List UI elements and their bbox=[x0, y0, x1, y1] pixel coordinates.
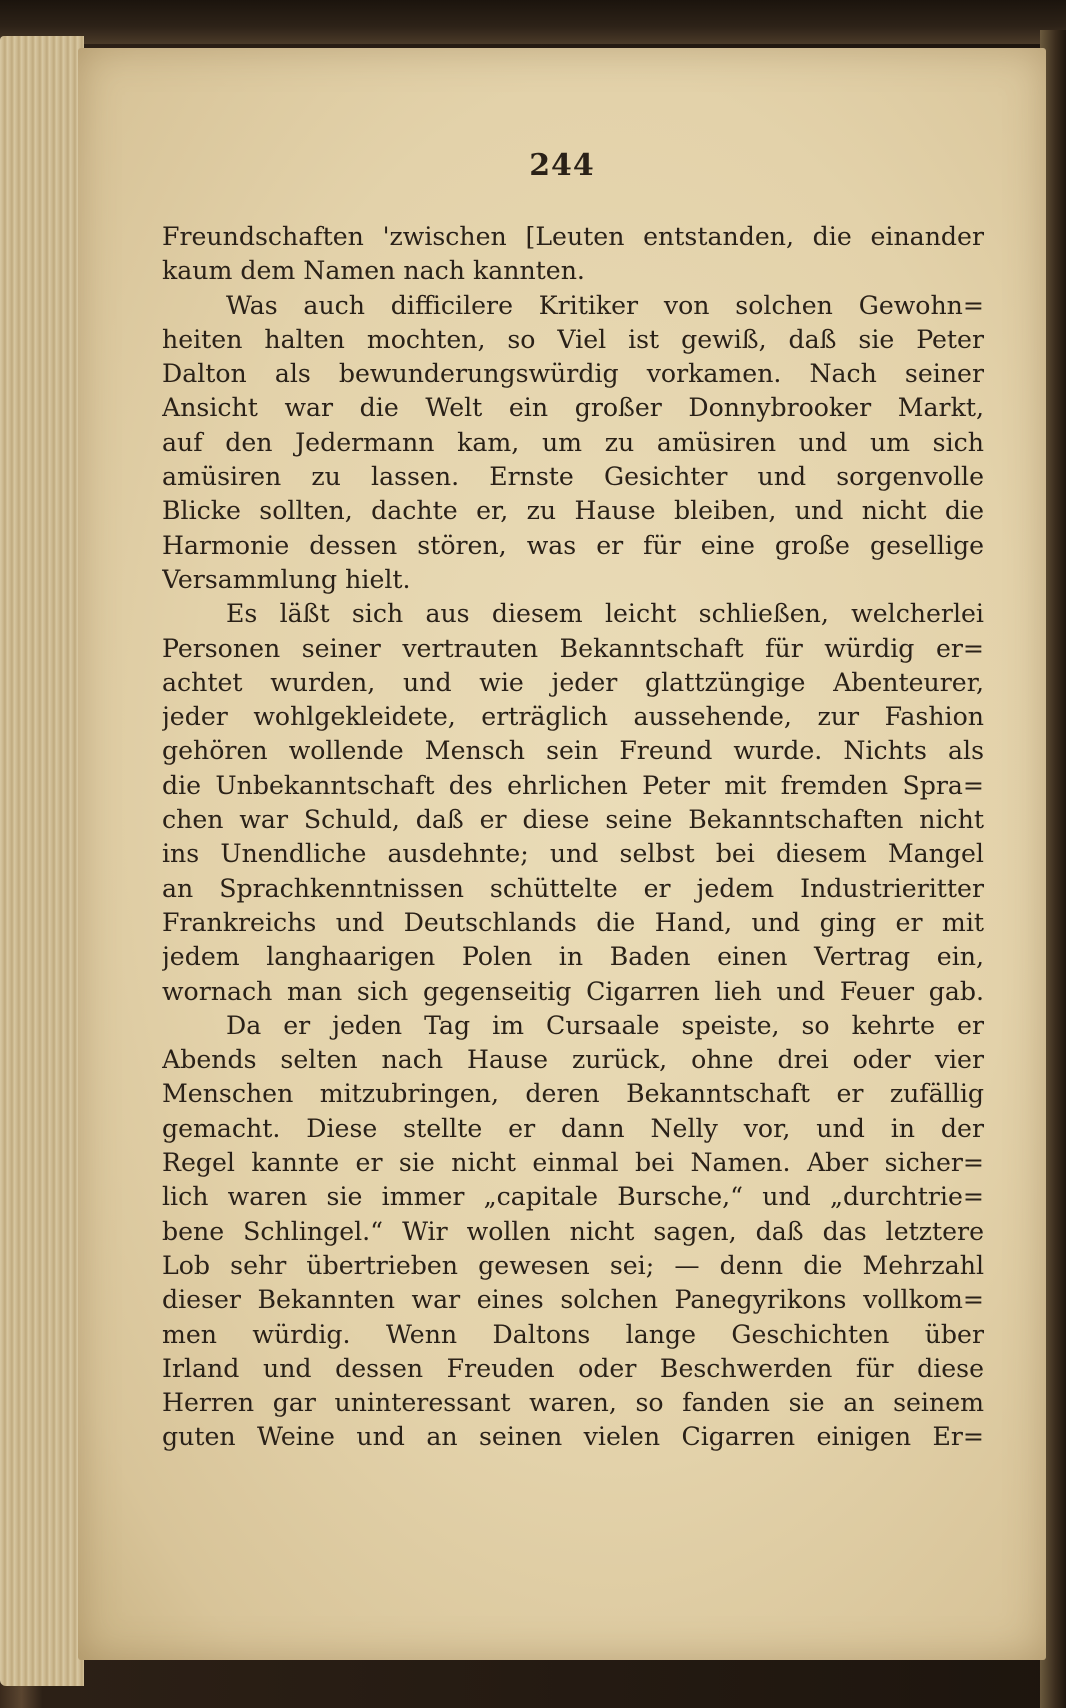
text-line: heiten halten mochten, so Viel ist gewiß, daß sie Peter bbox=[162, 324, 984, 354]
text-line: amüsiren zu lassen. Ernste Gesichter und sorgenvolle bbox=[162, 462, 984, 492]
text-line: Blicke sollten, dachte er, zu Hause bleiben, und nicht die bbox=[162, 496, 984, 526]
text-line: Personen seiner vertrauten Bekanntschaft für würdig er= bbox=[162, 633, 984, 663]
book-page bbox=[78, 48, 1046, 1660]
text-line: auf den Jedermann kam, um zu amüsiren und um sich bbox=[162, 427, 984, 457]
text-line: dieser Bekannten war eines solchen Panegyrikons vollkom= bbox=[162, 1285, 984, 1315]
text-line: Frankreichs und Deutschlands die Hand, und ging er mit bbox=[162, 907, 984, 937]
page-number: 244 bbox=[529, 148, 595, 183]
text-line: Ansicht war die Welt ein großer Donnybrooker Markt, bbox=[162, 393, 984, 423]
page-stack-edge bbox=[0, 36, 84, 1686]
text-line: Es läßt sich aus diesem leicht schließen, welcherlei bbox=[226, 599, 984, 629]
text-line: men würdig. Wenn Daltons lange Geschichten über bbox=[162, 1319, 984, 1349]
text-line: Freundschaften 'zwischen [Leuten entstanden, die einander bbox=[162, 222, 984, 251]
text-line: guten Weine und an seinen vielen Cigarren einigen Er= bbox=[162, 1422, 984, 1452]
text-line: chen war Schuld, daß er diese seine Bekanntschaften nicht bbox=[162, 805, 984, 835]
text-line: bene Schlingel.“ Wir wollen nicht sagen, daß das letztere bbox=[162, 1216, 984, 1246]
book-binding-top bbox=[0, 0, 1066, 44]
text-line: wornach man sich gegenseitig Cigarren lieh und Feuer gab. bbox=[162, 976, 984, 1006]
text-line: Lob sehr übertrieben gewesen sei; — denn die Mehrzahl bbox=[162, 1250, 984, 1280]
text-line: lich waren sie immer „capitale Bursche,“ und „durchtrie= bbox=[162, 1182, 984, 1212]
text-line: ins Unendliche ausdehnte; und selbst bei diesem Mangel bbox=[162, 839, 984, 869]
body-text bbox=[162, 220, 984, 1455]
text-line: Herren gar uninteressant waren, so fanden sie an seinem bbox=[162, 1388, 984, 1418]
text-line: jeder wohlgekleidete, erträglich aussehende, zur Fashion bbox=[162, 702, 984, 732]
text-line: Dalton als bewunderungswürdig vorkamen. Nach seiner bbox=[162, 359, 984, 389]
text-line: die Unbekanntschaft des ehrlichen Peter mit fremden Spra= bbox=[162, 770, 984, 800]
text-line: Regel kannte er sie nicht einmal bei Namen. Aber sicher= bbox=[162, 1148, 984, 1178]
text-line: Abends selten nach Hause zurück, ohne drei oder vier bbox=[162, 1045, 984, 1075]
text-line: gehören wollende Mensch sein Freund wurde. Nichts als bbox=[162, 736, 984, 766]
text-line: an Sprachkenntnissen schüttelte er jedem Industrieritter bbox=[162, 873, 984, 903]
text-line: Harmonie dessen stören, was er für eine große gesellige bbox=[162, 530, 984, 560]
text-line: Irland und dessen Freuden oder Beschwerden für diese bbox=[162, 1353, 984, 1383]
text-line: jedem langhaarigen Polen in Baden einen Vertrag ein, bbox=[162, 942, 984, 972]
text-line: Da er jeden Tag im Cursaale speiste, so kehrte er bbox=[226, 1010, 984, 1040]
text-line: Was auch difficilere Kritiker von solchen Gewohn= bbox=[226, 290, 984, 320]
text-line: kaum dem Namen nach kannten. bbox=[162, 256, 585, 286]
text-line: Menschen mitzubringen, deren Bekanntschaft er zufällig bbox=[162, 1079, 984, 1109]
text-line: achtet wurden, und wie jeder glattzüngige Abenteurer, bbox=[162, 667, 984, 697]
text-line: Versammlung hielt. bbox=[162, 564, 411, 594]
text-line: gemacht. Diese stellte er dann Nelly vor, und in der bbox=[162, 1113, 984, 1143]
